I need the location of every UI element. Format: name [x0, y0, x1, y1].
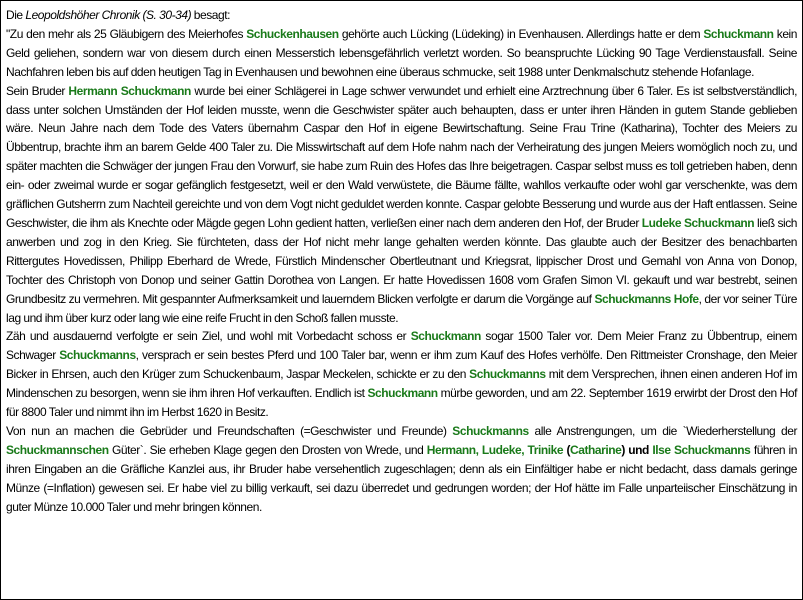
text-run: ließ sich anwerben und zog in den Krieg. Sie fürchteten, dass der Hof nicht mehr lange gehalten werden könnte. Das glaubte auch der Besitzer des benachbarten Rittergutes Hovedissen, Philipp Eberhard de Wrede, Fürstlich Mindenscher Obertleutnant und Kriegsrat, lippischer Drost und Gemahl von Anna von Donop, Tochter des Christoph von Donop und seiner Gattin Dorothea von Langen. Er hatte Hovedissen 1608 vom Grafen Simon VI. gekauft und war bestrebt, seinen Grundbesitz zu vermehren. Mit gespannter Aufmerksamkeit und lauerndem Blicken verfolgte er darum die Vorgänge auf: [6, 215, 798, 306]
text-run: , versprach er sein bestes Pferd und 100 Taler bar, wenn er ihm zum Kauf des Hofes verhölfe. Den Rittmeister Cronshage, den Meier Bicker in Ehrsen, auch den Krüger zum Schuckenbaum, Jaspar Meckelen, schickte er zu den: [6, 348, 797, 382]
text-run: führen in ihren Eingaben an die Gräfliche Kanzlei aus, ihr Bruder habe versehentlich zugeschlagen; denn als ein Einfältiger habe er nicht bedacht, dass damals geringe Münze (=Inflation) gewesen sei. Er habe viel zu billig verkauft, sei dazu überredet und gedrungen worden; der Hof hätte im Falle unparteiischer Einschätzung in guter Münze 10.000 Taler und mehr bringen können.: [6, 442, 797, 514]
bold-text: ) und: [621, 442, 653, 457]
text-run: alle Anstrengungen, um die `Wiederherstellung der: [528, 423, 797, 438]
paragraph-claim: [6, 422, 797, 517]
person-name-highlight: Schuckmanns: [59, 348, 136, 363]
person-name-highlight: Schuckmanns Hofe: [594, 291, 699, 306]
person-name-highlight: Hermann, Ludeke, Trinike: [426, 442, 564, 457]
text-run: Zäh und ausdauernd verfolgte er sein Ziel, und wohl mit Vorbedacht schoss er: [6, 329, 411, 344]
text-run: "Zu den mehr als 25 Gläubigern des Meierhofes: [6, 26, 247, 41]
text-run: mürbe geworden, und am 22. September 1619 erwirbt der Drost den Hof für 8800 Taler und nimmt ihn im Herbst 1620 in Besitz.: [6, 386, 797, 420]
text-run: Von nun an machen die Gebrüder und Freundschaften (=Geschwister und Freunde): [6, 423, 453, 438]
paragraph-hermann: [6, 82, 797, 328]
text-run: , der vor seiner Türe lag und ihm über kurz oder lang wie eine reife Frucht in den Schoß fallen musste.: [6, 291, 797, 325]
person-name-highlight: Schuckenhausen: [246, 26, 339, 41]
person-name-highlight: Catharine: [570, 442, 622, 457]
person-name-highlight: Ilse Schuckmanns: [652, 442, 751, 457]
person-name-highlight: Hermann Schuckmann: [68, 83, 191, 98]
text-run: wurde bei einer Schlägerei in Lage schwer verwundet und erhielt eine Arztrechnung über 6 Taler. Es ist selbstverständlich, dass unter solchen Umständen der Hof leiden musste, wenn die Geschwister später auch behaupten, dass er unter ihren Händen in gutem Stande geblieben wäre. Neun Jahre nach dem Tode des Vaters übernahm Caspar den Hof in eigene Bewirtschaftung. Seine Frau Trine (Katharina), Tochter des Meiers zu Übbentrup, brachte ihm an barem Gelde 400 Taler zu. Die Misswirtschaft auf dem Hofe nahm nach der Verheiratung des jungen Meiers womöglich noch zu, und später machten die Schwäger der jungen Frau den Vorwurf, sie habe zum Ruin des Hofes das Ihre beigetragen. Caspar selbst muss es toll getrieben haben, denn ein- oder zweimal wurde er sogar gefänglich festgesetzt, weil er den Wald verwüstete, die Bäume fällte, wahllos verkaufte oder wohl gar verschenkte, was dem gräflichen Gutsherrn zum Nachteil gereichte und von dem Vogt nicht geduldet werden konnte. Caspar gelobte Besserung und wurde aus der Haft entlassen. Seine Geschwister, die ihm als Knechte oder Mägde gegen Lohn gedient hatten, verließen einer nach dem anderen den Hof, der Bruder: [6, 83, 798, 230]
person-name-highlight: Ludeke Schuckmann: [641, 215, 755, 230]
person-name-highlight: Schuckmannschen: [6, 442, 109, 457]
source-title: Leopoldshöher Chronik (S. 30-34): [25, 8, 192, 22]
text-run: Sein Bruder: [6, 83, 69, 98]
paragraph-intro: [6, 6, 797, 25]
paragraph-lucking: [6, 25, 797, 82]
text-run: kein Geld geliehen, sondern war von diesem durch einen Messerstich lebensgefährlich verletzt worden. So beanspruchte Lücking 90 Tage Verdienstausfall. Seine Nachfahren leben bis auf dden heutigen Tag in Evenhausen und bewohnen eine überaus schmucke, seit 1988 unter Denkmalschutz stehende Hofanlage.: [6, 26, 797, 79]
person-name-highlight: Schuckmanns: [452, 423, 529, 438]
text-run: mit dem Versprechen, ihnen einen anderen Hof im Mindenschen zu besorgen, wenn sie ihm ihren Hof verkauften. Endlich ist: [6, 367, 798, 401]
bold-text: (: [566, 442, 571, 457]
text-run: Güter`. Sie erheben Klage gegen den Drosten von Wrede, und: [108, 442, 427, 457]
person-name-highlight: Schuckmanns: [469, 367, 546, 382]
text-run: besagt:: [191, 8, 231, 22]
chronicle-text: [6, 6, 797, 516]
person-name-highlight: Schuckmann: [367, 386, 438, 401]
person-name-highlight: Schuckmann: [703, 26, 774, 41]
text-run: gehörte auch Lücking (Lüdeking) in Evenhausen. Allerdings hatte er dem: [338, 26, 704, 41]
text-run: sogar 1500 Taler vor. Dem Meier Franz zu Übbentrup, einem Schwager: [6, 329, 797, 363]
paragraph-drost: [6, 327, 797, 422]
person-name-highlight: Schuckmann: [410, 329, 481, 344]
text-run: Die: [6, 8, 26, 22]
